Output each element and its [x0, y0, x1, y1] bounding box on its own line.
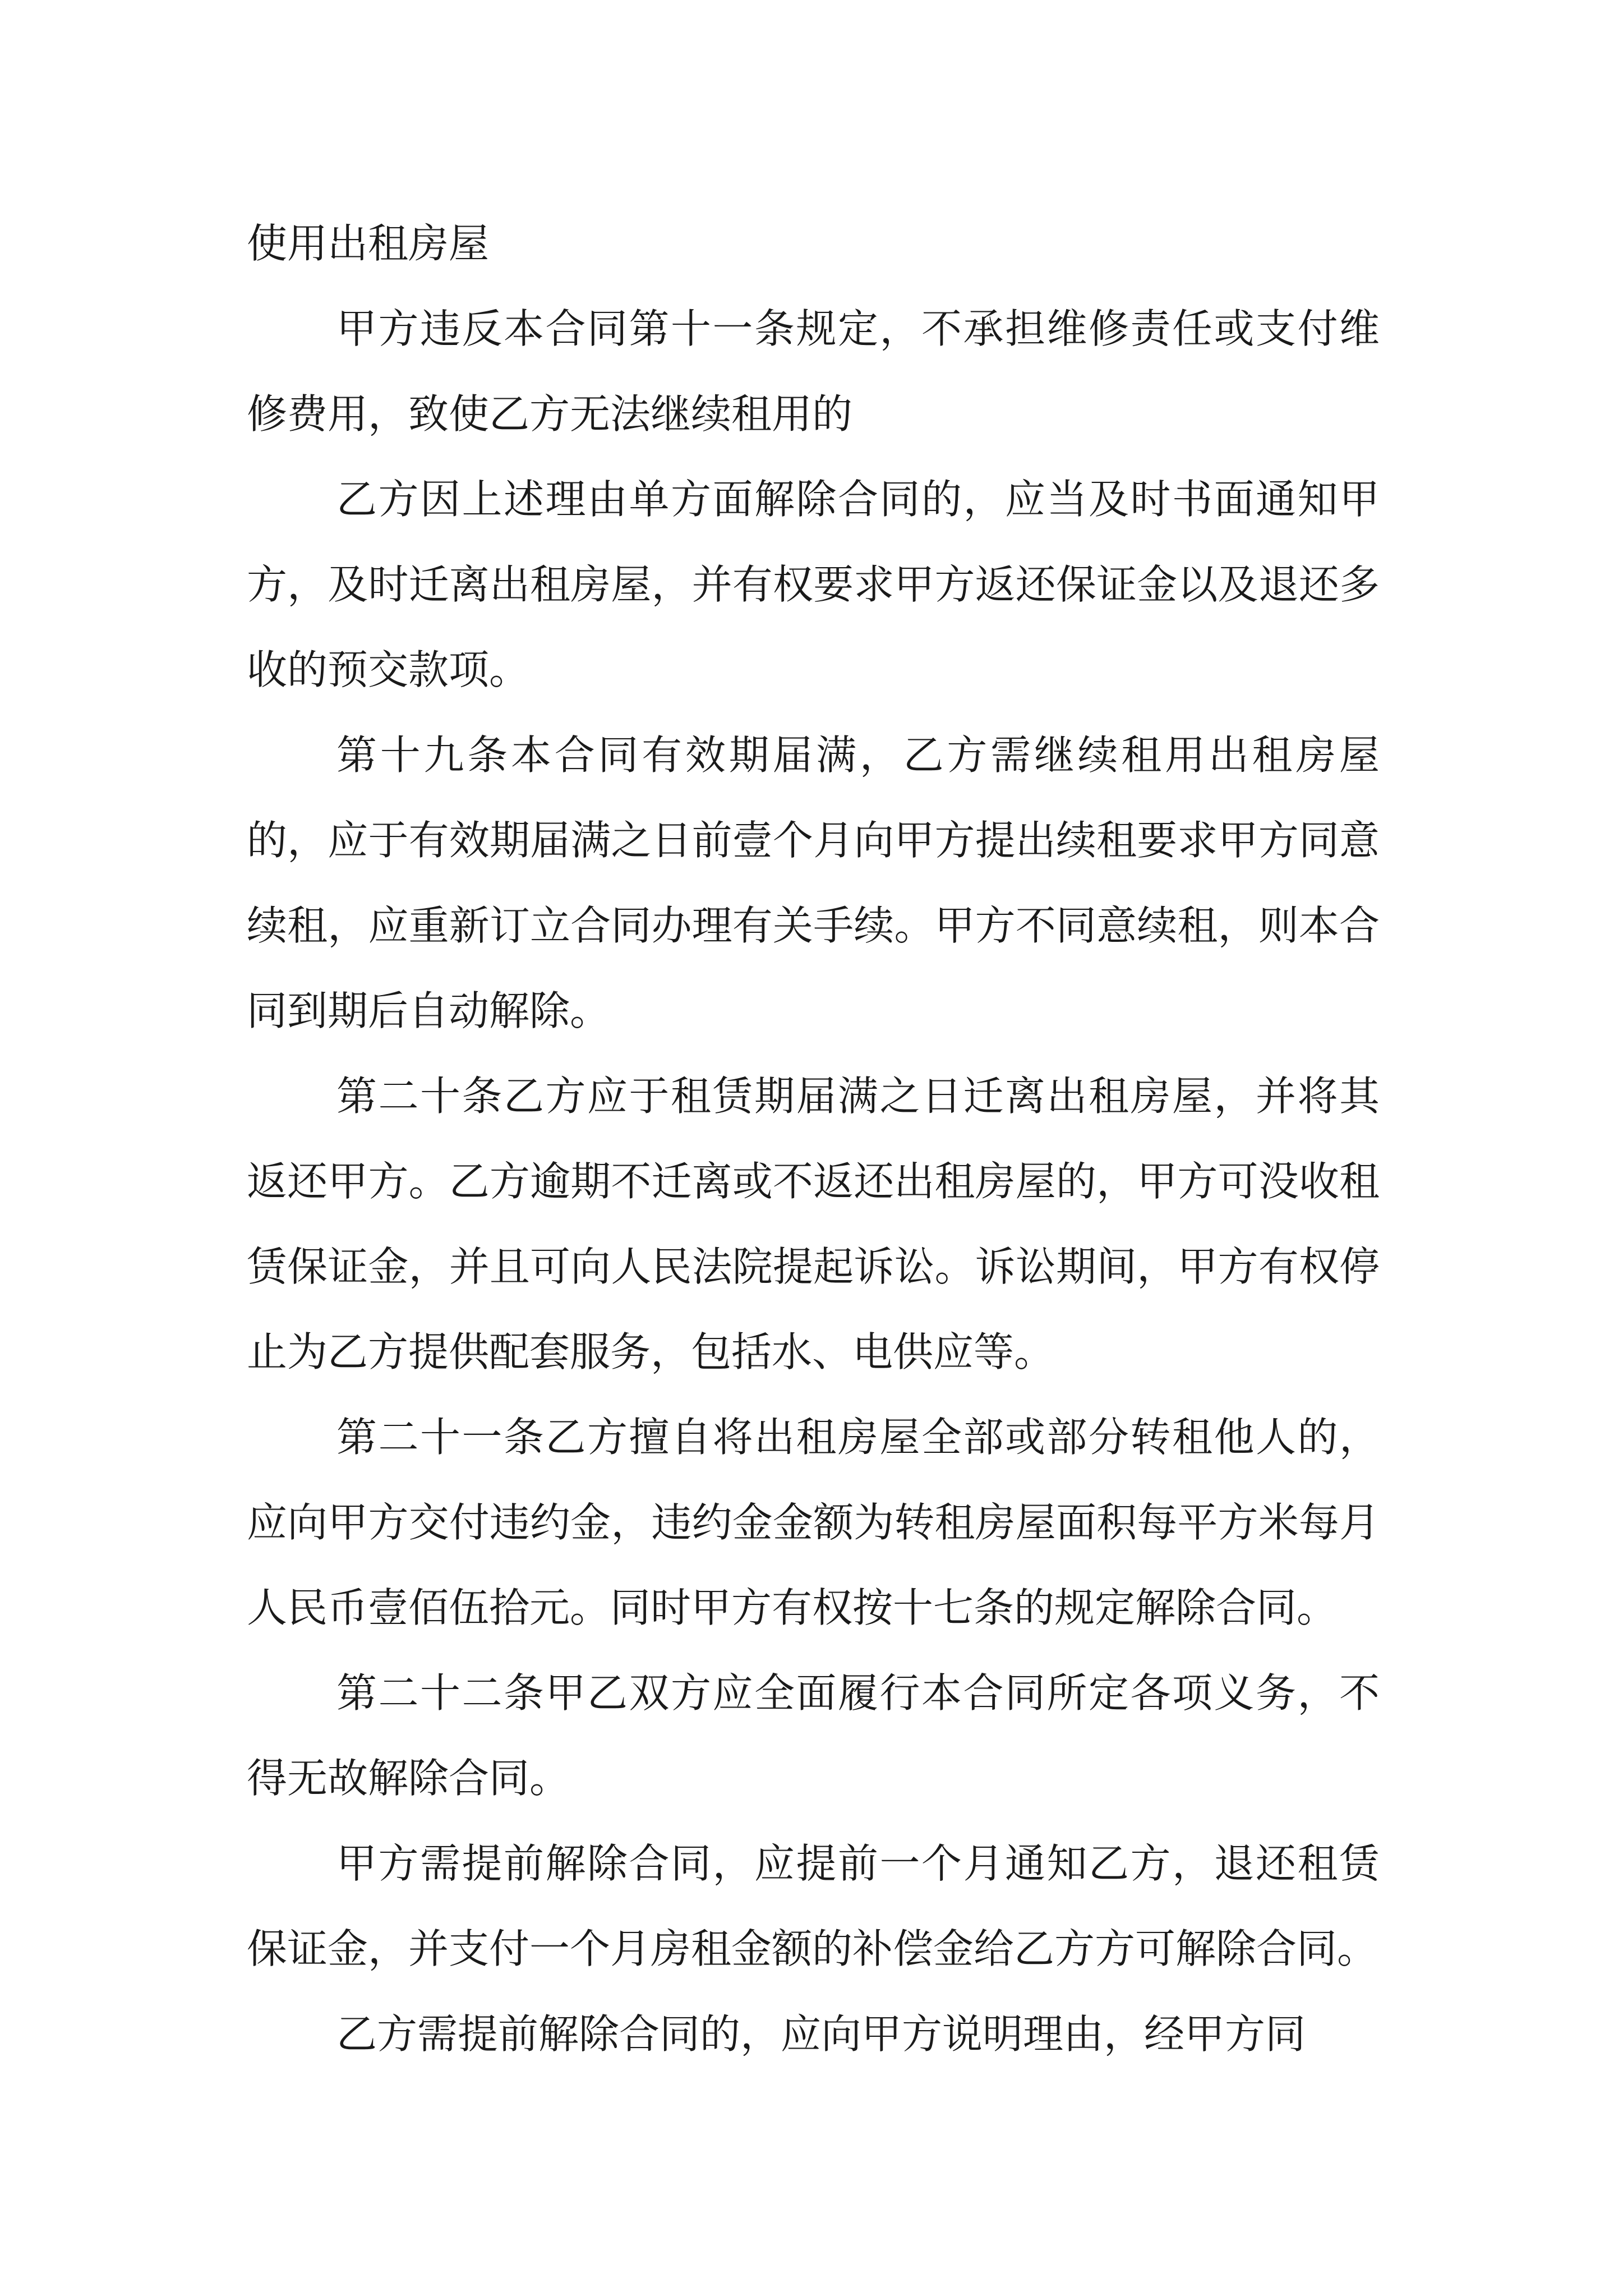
paragraph-article-19: 第十九条本合同有效期届满，乙方需继续租用出租房屋的，应于有效期届满之日前壹个月向甲方提出续租要求甲方同意续租，应重新订立合同办理有关手续。甲方不同意续租，则本合同到期后自动解除。 — [247, 731, 1380, 1034]
paragraph-article-20: 第二十条乙方应于租赁期届满之日迁离出租房屋，并将其返还甲方。乙方逾期不迁离或不返还出租房屋的，甲方可没收租赁保证金，并且可向人民法院提起诉讼。诉讼期间，甲方有权停止为乙方提供配套服务，包括水、电供应等。 — [247, 1073, 1380, 1375]
paragraph-article-22: 第二十二条甲乙双方应全面履行本合同所定各项义务，不得无故解除合同。 — [247, 1669, 1380, 1802]
paragraph-tenant-early-termination: 乙方需提前解除合同的，应向甲方说明理由，经甲方同 — [336, 2010, 1306, 2058]
paragraph-landlord-early-termination: 甲方需提前解除合同，应提前一个月通知乙方，退还租赁保证金，并支付一个月房租金额的补偿金给乙方方可解除合同。 — [247, 1840, 1380, 1972]
paragraph-clause-11-breach: 甲方违反本合同第十一条规定，不承担维修责任或支付维修费用，致使乙方无法继续租用的 — [247, 305, 1380, 438]
paragraph-tenant-termination: 乙方因上述理由单方面解除合同的，应当及时书面通知甲方，及时迁离出租房屋，并有权要求甲方返还保证金以及退还多收的预交款项。 — [247, 476, 1380, 693]
paragraph-continuation: 使用出租房屋 — [247, 220, 490, 267]
paragraph-article-21: 第二十一条乙方擅自将出租房屋全部或部分转租他人的，应向甲方交付违约金，违约金金额为转租房屋面积每平方米每月人民币壹佰伍拾元。同时甲方有权按十七条的规定解除合同。 — [247, 1414, 1380, 1631]
document-body — [247, 201, 1380, 2077]
